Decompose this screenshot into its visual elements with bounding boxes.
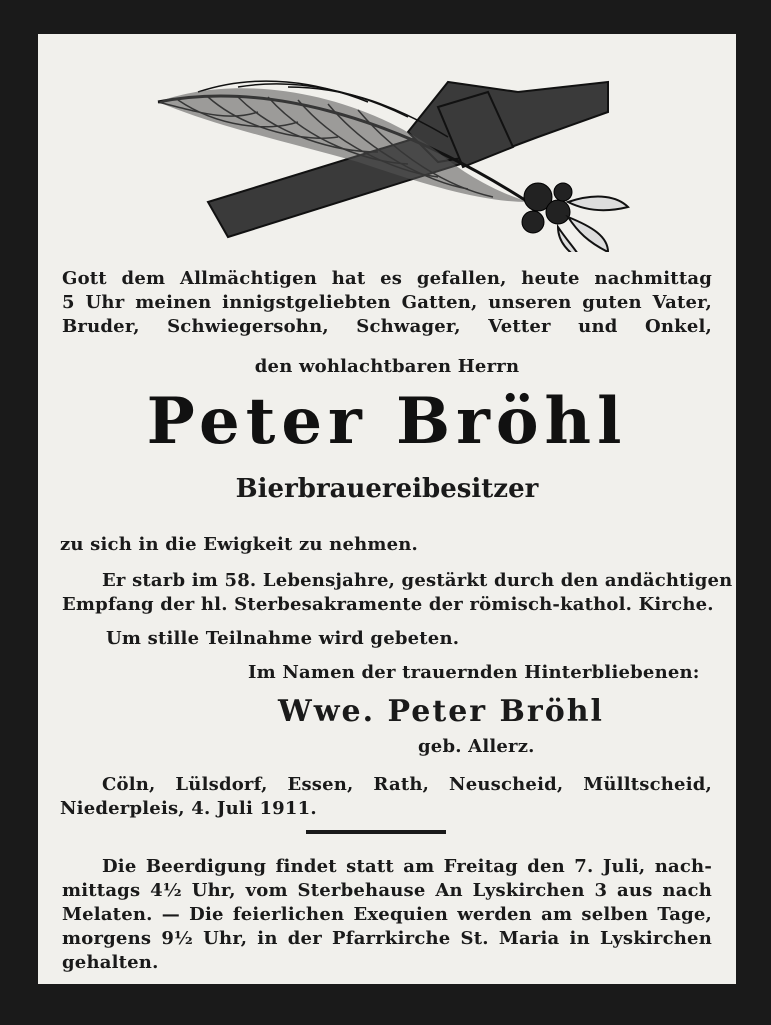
death-line-2: Empfang der hl. Sterbesakramente der römisch-kathol. Kirche. xyxy=(62,594,714,615)
cross-with-palm-frond-icon xyxy=(138,52,638,252)
on-behalf-line: Im Namen der trauernden Hinterbliebenen: xyxy=(248,662,700,683)
death-line-1: Er starb im 58. Lebensjahre, gestärkt durch den andächtigen xyxy=(102,570,733,591)
deceased-name: Peter Bröhl xyxy=(146,384,628,459)
widow-name: Wwe. Peter Bröhl xyxy=(278,694,604,729)
obituary-notice xyxy=(38,34,736,984)
intro-line-3: Bruder, Schwiegersohn, Schwager, Vetter und Onkel, xyxy=(62,316,712,337)
sympathy-line: Um stille Teilnahme wird gebeten. xyxy=(106,628,460,649)
funeral-line-1: Die Beerdigung findet statt am Freitag den 7. Juli, nach- xyxy=(102,856,712,877)
funeral-line-4: morgens 9½ Uhr, in der Pfarrkirche St. Maria in Lyskirchen xyxy=(62,928,712,949)
places-line-1: Cöln, Lülsdorf, Essen, Rath, Neuscheid, Mülltscheid, xyxy=(102,774,712,795)
nee-line: geb. Allerz. xyxy=(418,736,535,757)
funeral-line-3: Melaten. — Die feierlichen Exequien werden am selben Tage, xyxy=(62,904,712,925)
funeral-line-2: mittags 4½ Uhr, vom Sterbehause An Lyskirchen 3 aus nach xyxy=(62,880,712,901)
divider xyxy=(306,830,446,834)
funeral-line-5: gehalten. xyxy=(62,952,159,973)
intro-line-1: Gott dem Allmächtigen hat es gefallen, heute nachmittag xyxy=(62,268,712,289)
occupation: Bierbrauereibesitzer xyxy=(235,474,539,504)
eternity-line: zu sich in die Ewigkeit zu nehmen. xyxy=(60,534,419,555)
intro-line-2: 5 Uhr meinen innigstgeliebten Gatten, unseren guten Vater, xyxy=(62,292,712,313)
honorific: den wohlachtbaren Herrn xyxy=(254,356,520,377)
places-line-2: Niederpleis, 4. Juli 1911. xyxy=(60,798,317,819)
